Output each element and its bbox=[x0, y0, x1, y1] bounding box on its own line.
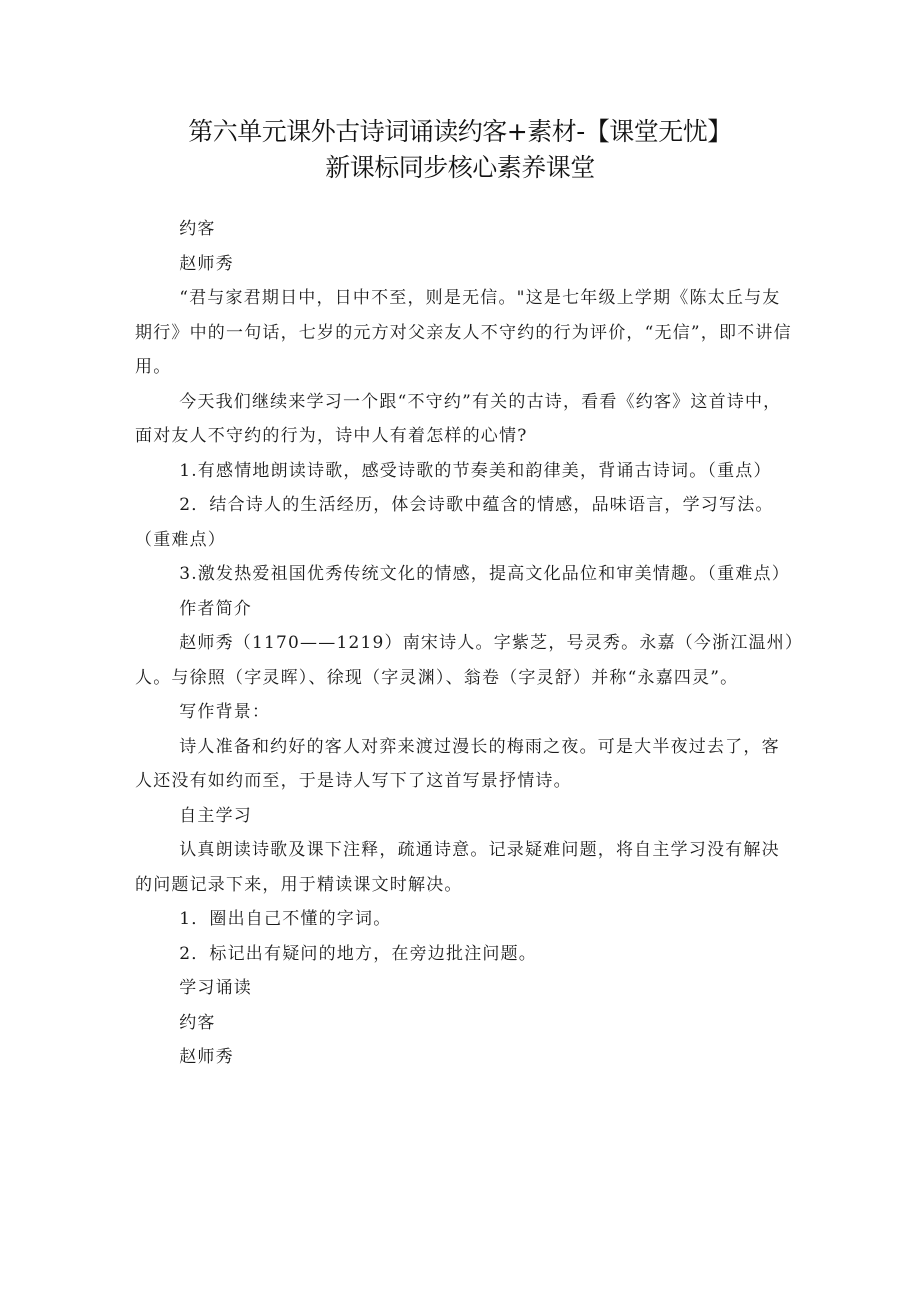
document-title-line-2: 新课标同步核心素养课堂 bbox=[325, 153, 595, 182]
intro-paragraph-lead-in: 今天我们继续来学习一个跟“不守约”有关的古诗，看看《约客》这首诗中，面对友人不守约的行为，诗中人有着怎样的心情? bbox=[135, 391, 782, 446]
objective-item-1: 1.有感情地朗读诗歌，感受诗歌的节奏美和韵律美，背诵古诗词。（重点） bbox=[179, 460, 772, 481]
background-paragraph: 诗人准备和约好的客人对弈来渡过漫长的梅雨之夜。可是大半夜过去了，客人还没有如约而至，于是诗人写下了这首写景抒情诗。 bbox=[135, 736, 780, 791]
self-study-item-1: 1．圈出自己不懂的字词。 bbox=[179, 909, 392, 929]
recitation-poem-title: 约客 bbox=[179, 1012, 216, 1033]
section-heading-recitation: 学习诵读 bbox=[179, 978, 252, 998]
section-heading-background: 写作背景： bbox=[179, 702, 271, 722]
section-heading-author: 作者简介 bbox=[179, 598, 252, 619]
self-study-item-2: 2．标记出有疑问的地方，在旁边批注问题。 bbox=[179, 943, 538, 964]
heading-poet-name: 赵师秀 bbox=[179, 253, 234, 274]
document-title-line-1: 第六单元课外古诗词诵读约客+素材-【课堂无忧】 bbox=[188, 117, 732, 146]
document-body bbox=[135, 212, 795, 1075]
section-heading-self-study: 自主学习 bbox=[179, 805, 252, 826]
heading-poem-title: 约客 bbox=[179, 219, 216, 239]
author-bio-paragraph: 赵师秀（1170——1219）南宋诗人。字紫芝，号灵秀。永嘉（今浙江温州）人。与徐照（字灵晖）、徐现（字灵渊）、翁卷（字灵舒）并称“永嘉四灵”。 bbox=[135, 633, 795, 688]
intro-paragraph-quote: “君与家君期日中，日中不至，则是无信。"这是七年级上学期《陈太丘与友期行》中的一句话，七岁的元方对父亲友人不守约的行为评价，“无信”，即不讲信用。 bbox=[135, 288, 792, 377]
objective-item-2: 2．结合诗人的生活经历，体会诗歌中蕴含的情感，品味语言，学习写法。（重难点） bbox=[135, 495, 774, 550]
objective-item-3: 3.激发热爱祖国优秀传统文化的情感，提高文化品位和审美情趣。（重难点） bbox=[179, 564, 790, 584]
self-study-paragraph: 认真朗读诗歌及课下注释，疏通诗意。记录疑难问题，将自主学习没有解决的问题记录下来，用于精读课文时解决。 bbox=[135, 840, 780, 895]
recitation-poet-name: 赵师秀 bbox=[179, 1047, 234, 1067]
